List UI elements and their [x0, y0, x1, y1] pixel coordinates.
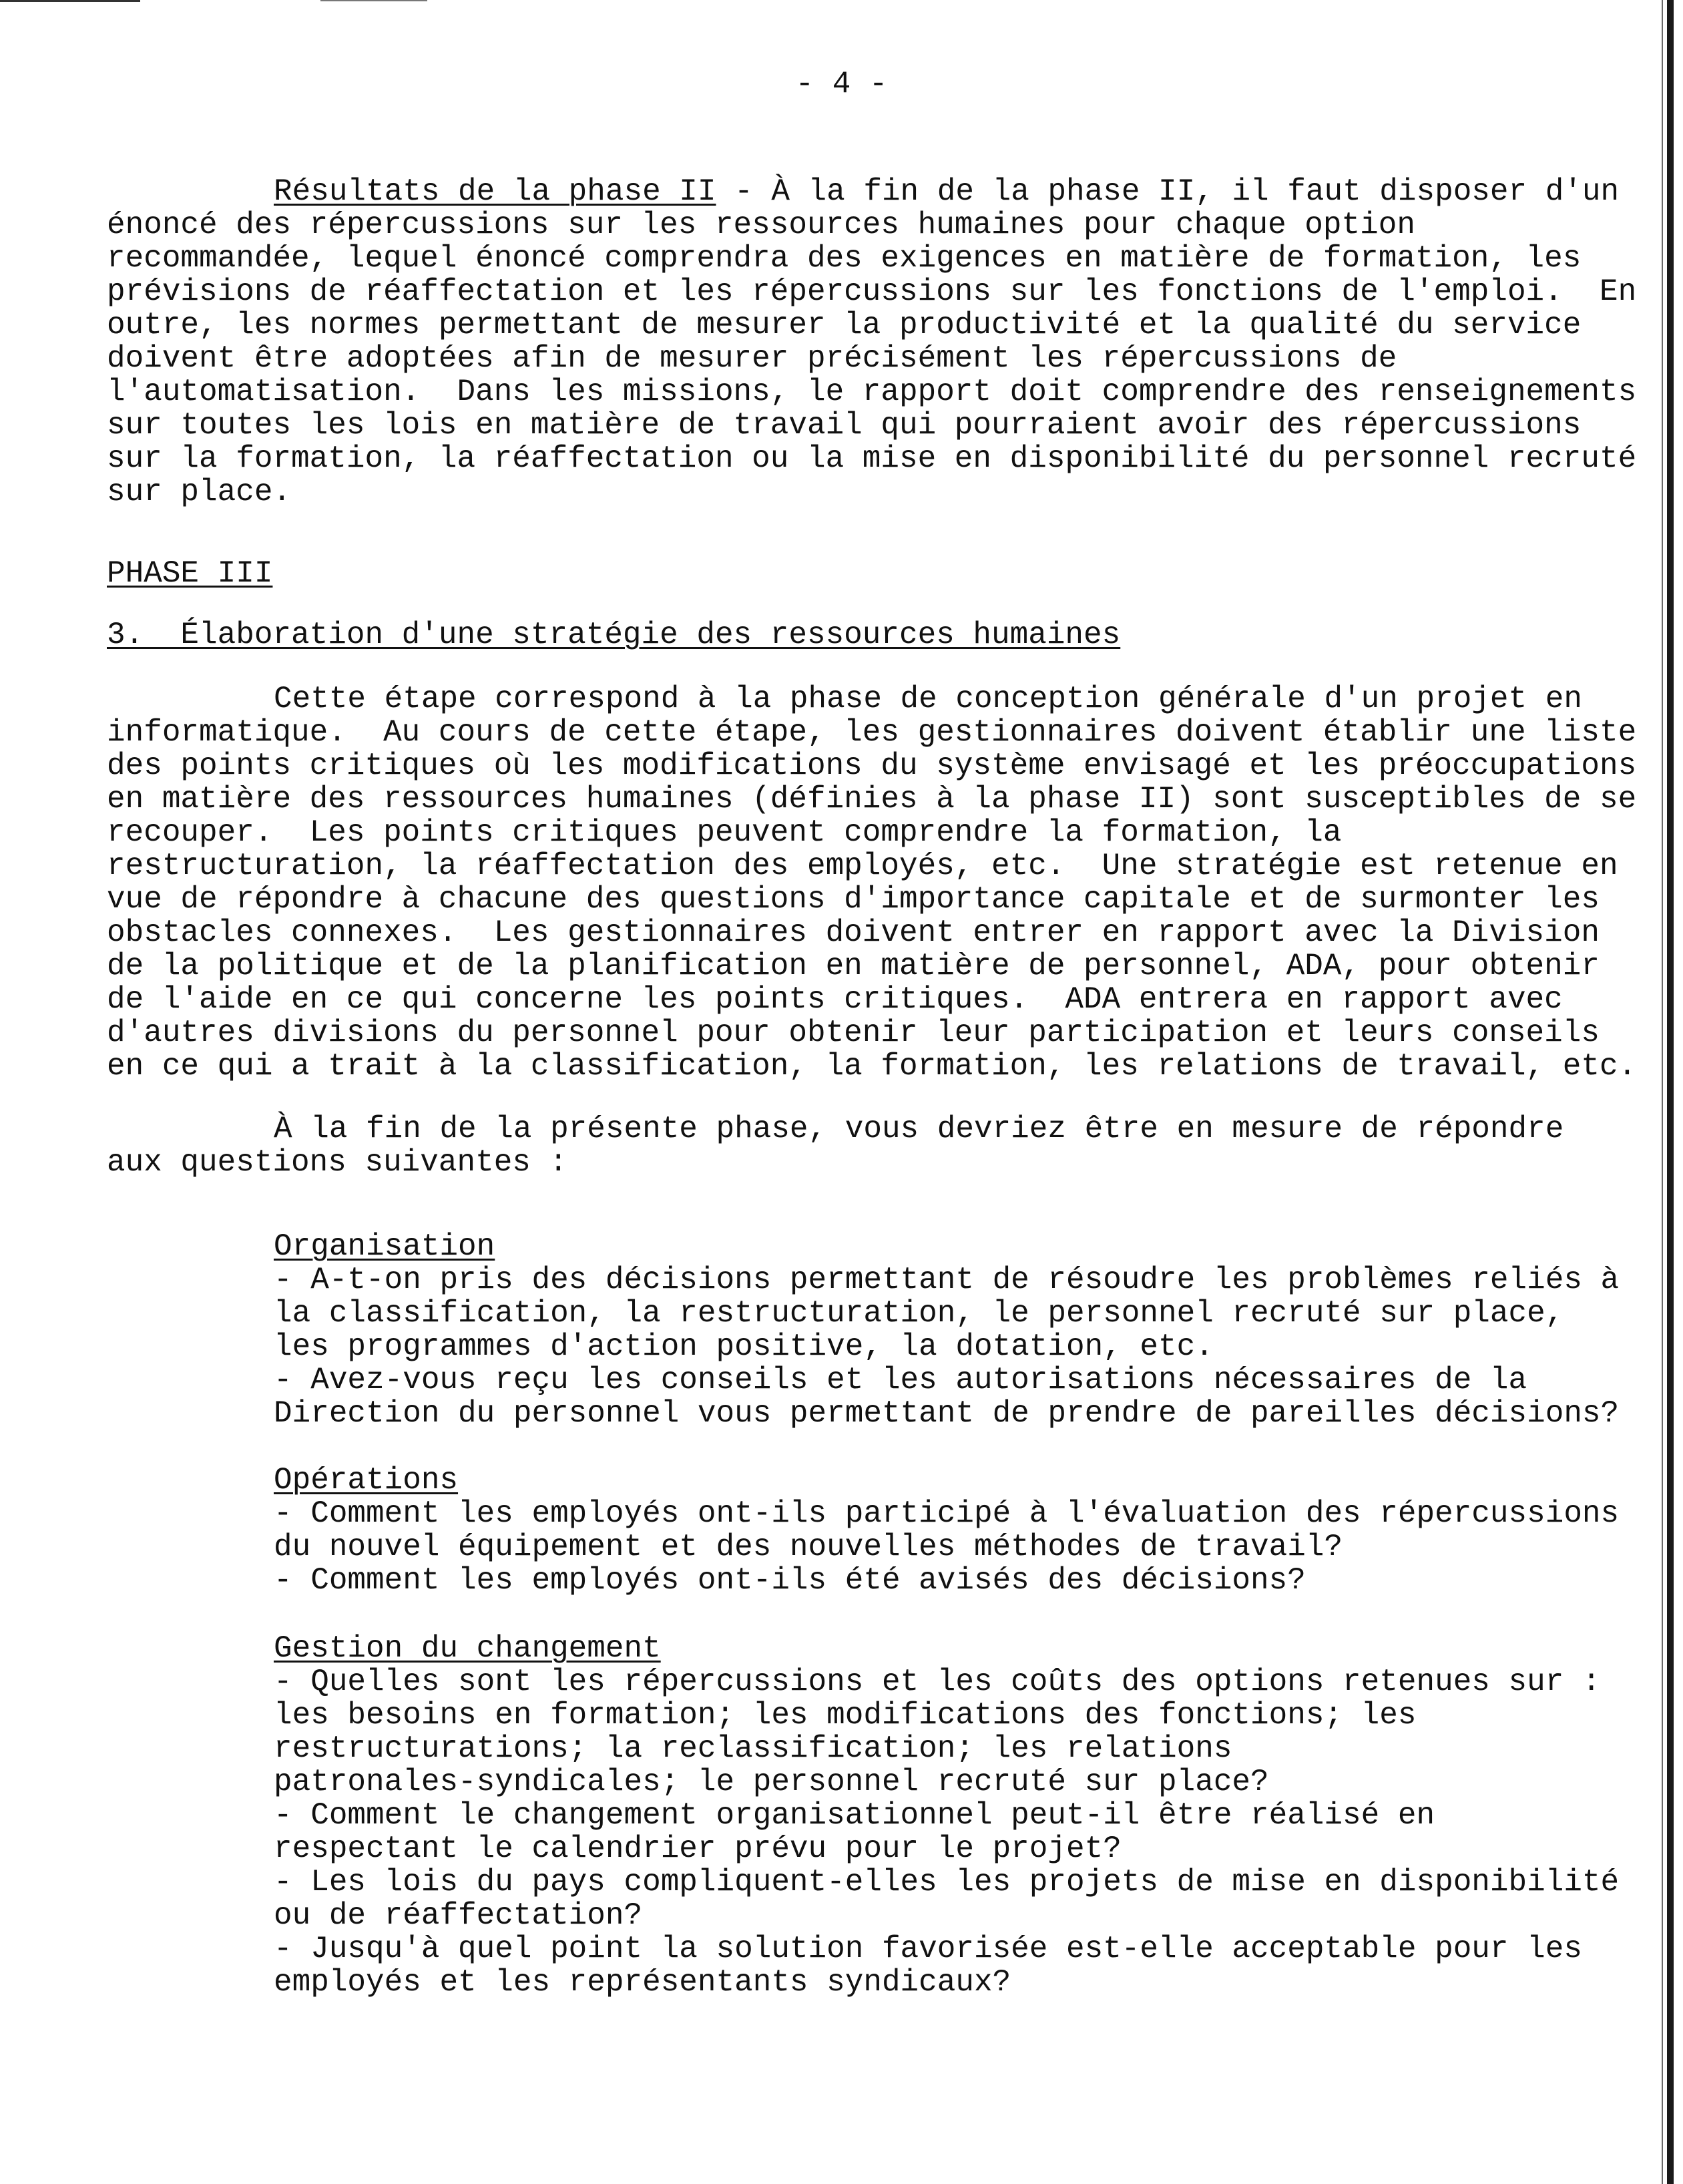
scan-edge-right	[1667, 0, 1674, 2184]
change-management-section: Gestion du changement - Quelles sont les répercussions et les coûts des options retenues sur : les besoins en formation; les modifications des fonctions; les restructurations; la reclassification; les relations patronales-syndicales; le personnel recruté sur place? - Comment le changement organisationnel peut-il être réalisé en respectant le calendrier prévu pour le projet? - Les lois du pays compliquent-elles les projets de mise en disponibilité ou de réaffectation? - Jusqu'à quel point la solution favorisée est-elle acceptable pour les employés et les représentants syndicaux?	[274, 1631, 1620, 2000]
scan-edge-top	[0, 0, 140, 2]
organisation-section: Organisation - A-t-on pris des décisions permettant de résoudre les problèmes reliés à la classification, la restructuration, le personnel recruté sur place, les programmes d'action positive, la dotation, etc. - Avez-vous reçu les conseils et les autorisations nécessaires de la Direction du personnel vous permettant de prendre de pareilles décisions?	[274, 1229, 1620, 1431]
questions-intro: À la fin de la présente phase, vous devriez être en mesure de répondre aux questions suivantes :	[107, 1112, 1564, 1180]
phase-heading: PHASE III	[107, 556, 273, 591]
section-heading: 3. Élaboration d'une stratégie des ressources humaines	[107, 618, 1121, 652]
results-paragraph: Résultats de la phase II - À la fin de la phase II, il faut disposer d'un énoncé des répercussions sur les ressources humaines pour chaque option recommandée, lequel énoncé comprendra des exigences en matière de formation, les prévisions de réaffectation et les répercussions sur les fonctions de l'emploi. En outre, les normes permettant de mesurer la productivité et la qualité du service doivent être adoptées afin de mesurer précisément les répercussions de l'automatisation. Dans les missions, le rapport doit comprendre des renseignements sur toutes les lois en matière de travail qui pourraient avoir des répercussions sur la formation, la réaffectation ou la mise en disponibilité du personnel recruté sur place.	[107, 174, 1637, 509]
change-management-title: Gestion du changement	[274, 1631, 661, 1666]
scan-edge-right-faint	[1662, 0, 1663, 2184]
scan-edge-top-faint	[320, 0, 427, 1]
results-heading: Résultats de la phase II	[274, 174, 716, 209]
strategy-paragraph: Cette étape correspond à la phase de conception générale d'un projet en informatique. Au cours de cette étape, les gestionnaires doivent établir une liste des points critiques où les modifications du système envisagé et les préoccupations en matière des ressources humaines (définies à la phase II) sont susceptibles de se recouper. Les points critiques peuvent comprendre la formation, la restructuration, la réaffectation des employés, etc. Une stratégie est retenue en vue de répondre à chacune des questions d'importance capitale et de surmonter les obstacles connexes. Les gestionnaires doivent entrer en rapport avec la Division de la politique et de la planification en matière de personnel, ADA, pour obtenir de l'aide en ce qui concerne les points critiques. ADA entrera en rapport avec d'autres divisions du personnel pour obtenir leur participation et leurs conseils en ce qui a trait à la classification, la formation, les relations de travail, etc.	[107, 682, 1637, 1084]
organisation-title: Organisation	[274, 1229, 495, 1264]
operations-section: Opérations - Comment les employés ont-ils participé à l'évaluation des répercussions du nouvel équipement et des nouvelles méthodes de travail? - Comment les employés ont-ils été avisés des décisions?	[274, 1463, 1620, 1598]
page-number: - 4 -	[795, 67, 888, 101]
operations-title: Opérations	[274, 1463, 459, 1498]
